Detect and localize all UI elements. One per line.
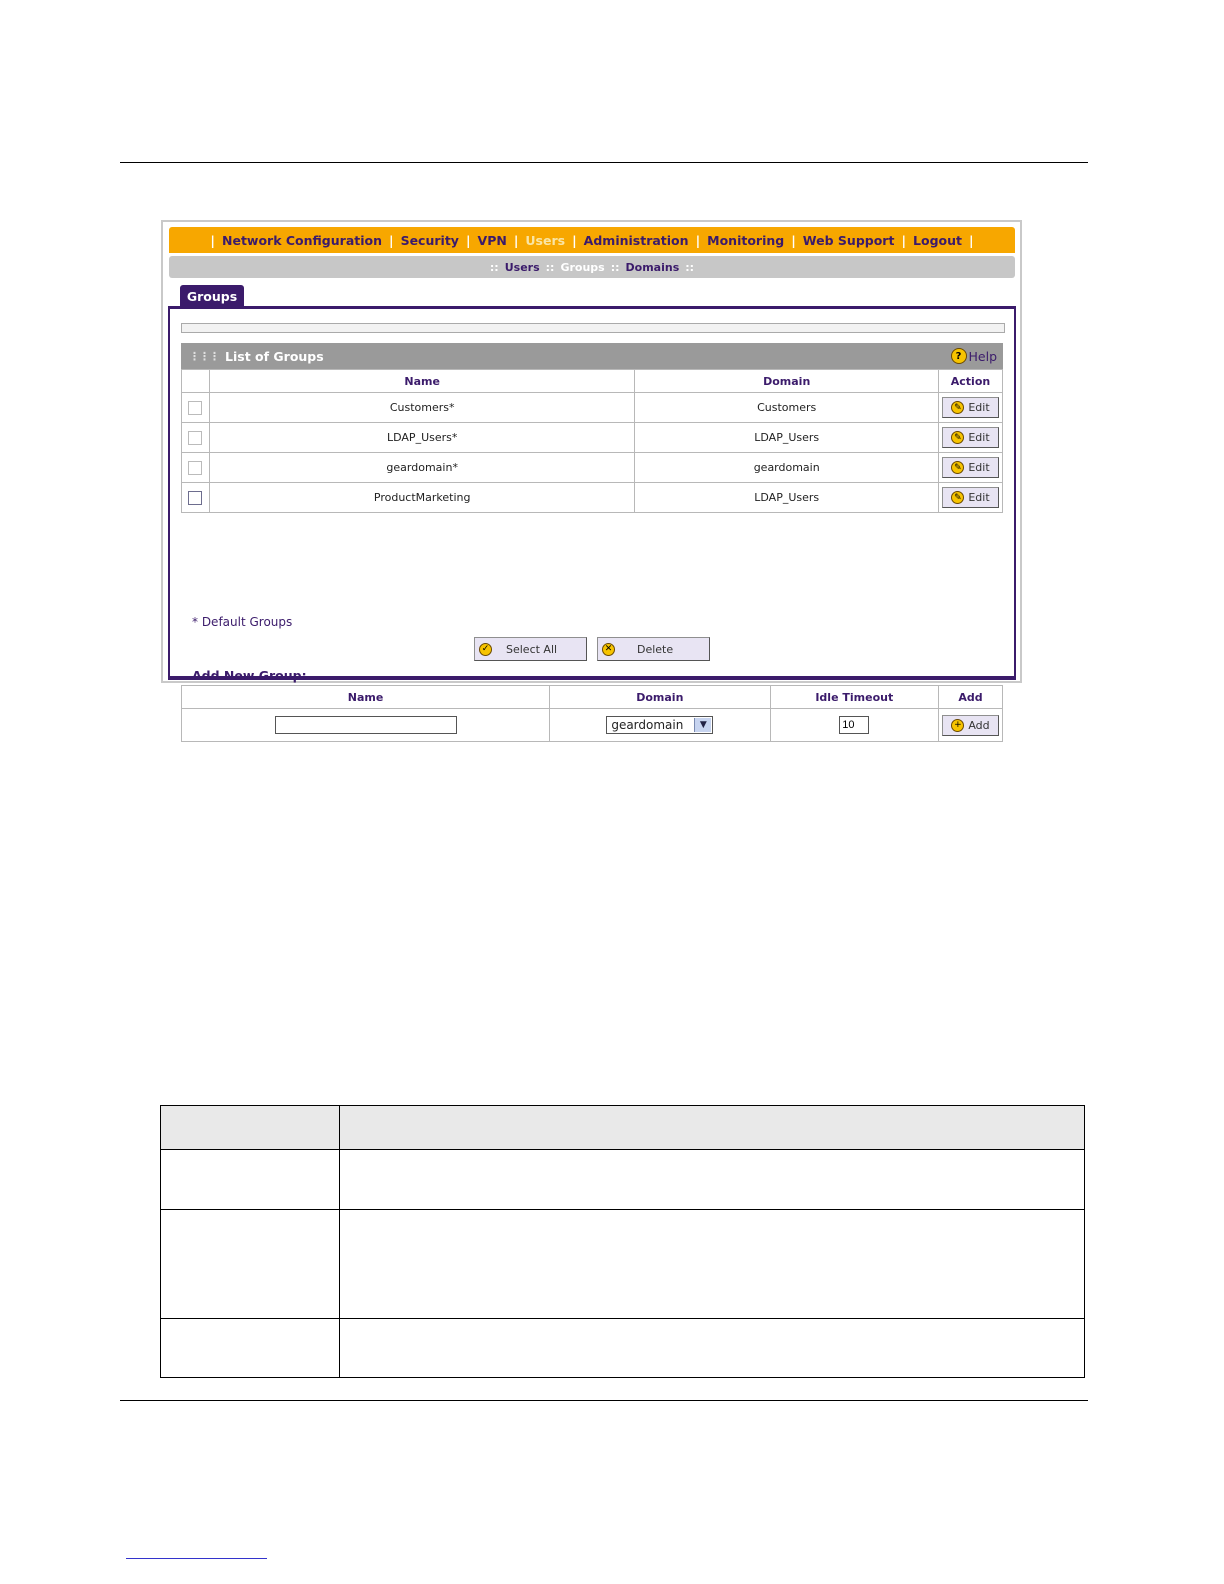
action-column-header: Action [939, 370, 1003, 393]
group-domain: Customers [635, 393, 939, 423]
help-label: Help [968, 348, 997, 364]
nav-web-support[interactable]: Web Support [802, 232, 895, 248]
name-column-header: Name [209, 370, 634, 393]
edit-label: Edit [968, 401, 990, 414]
top-rule [120, 162, 1088, 163]
nav-administration[interactable]: Administration [583, 232, 689, 248]
subnav-users[interactable]: Users [504, 260, 540, 274]
add-header-row [182, 686, 1003, 709]
chevron-down-icon[interactable]: ▼ [694, 718, 711, 732]
nav-logout[interactable]: Logout [913, 232, 962, 248]
table-row [182, 393, 1003, 423]
add-new-group-title: Add New Group: [192, 668, 307, 683]
grip-icon: ⋮⋮⋮ [189, 349, 219, 363]
row-checkbox[interactable] [188, 401, 202, 415]
delete-icon: ✕ [602, 643, 615, 656]
group-name: ProductMarketing [209, 483, 634, 513]
delete-button[interactable] [597, 637, 710, 661]
sub-nav: :: Users :: Groups :: Domains :: [169, 256, 1015, 278]
add-group-table [181, 685, 1003, 742]
select-all-label: Select All [506, 642, 558, 656]
section-title: List of Groups [225, 348, 324, 364]
edit-icon: ✎ [951, 491, 964, 504]
description-row [161, 1319, 1085, 1378]
group-name: Customers* [209, 393, 634, 423]
table-row [182, 423, 1003, 453]
group-name-input[interactable] [275, 716, 457, 734]
tab-groups[interactable]: Groups [180, 285, 244, 307]
delete-label: Delete [637, 642, 674, 656]
nav-security[interactable]: Security [400, 232, 459, 248]
nav-monitoring[interactable]: Monitoring [707, 232, 785, 248]
table-row [182, 453, 1003, 483]
subnav-groups[interactable]: Groups [560, 260, 605, 274]
edit-button[interactable] [942, 397, 999, 418]
group-domain: geardomain [635, 453, 939, 483]
default-groups-note: * Default Groups [192, 615, 293, 629]
group-domain: LDAP_Users [635, 483, 939, 513]
edit-icon: ✎ [951, 401, 964, 414]
table-row [182, 483, 1003, 513]
edit-label: Edit [968, 461, 990, 474]
plus-icon: + [951, 719, 964, 732]
row-checkbox[interactable] [188, 491, 202, 505]
status-bar [181, 323, 1005, 333]
nav-network-configuration[interactable]: Network Configuration [222, 232, 382, 248]
select-all-button[interactable] [474, 637, 587, 661]
top-nav: | Network Configuration | Security | VPN | Users | Administration | Monitoring | Web Support | Logout | [169, 227, 1015, 253]
groups-table [181, 369, 1003, 513]
description-row [161, 1210, 1085, 1319]
domain-column-header: Domain [635, 370, 939, 393]
idle-timeout-input[interactable] [839, 716, 869, 734]
nav-users[interactable]: Users [525, 232, 566, 248]
row-checkbox[interactable] [188, 431, 202, 445]
subnav-domains[interactable]: Domains [625, 260, 680, 274]
bottom-rule [120, 1400, 1088, 1401]
edit-button[interactable] [942, 427, 999, 448]
domain-select-value: geardomain [611, 718, 684, 732]
domain-select[interactable] [606, 716, 713, 734]
add-label: Add [968, 718, 990, 732]
help-icon: ? [951, 348, 967, 364]
add-input-row [182, 709, 1003, 742]
nav-vpn[interactable]: VPN [477, 232, 507, 248]
edit-button[interactable] [942, 487, 999, 508]
description-header-row [161, 1106, 1085, 1150]
table-header-row [182, 370, 1003, 393]
edit-icon: ✎ [951, 461, 964, 474]
group-name: geardomain* [209, 453, 634, 483]
add-name-header: Name [182, 686, 550, 709]
add-idle-header: Idle Timeout [770, 686, 938, 709]
check-icon: ✓ [479, 643, 492, 656]
select-column-header [182, 370, 210, 393]
edit-label: Edit [968, 491, 990, 504]
add-add-header: Add [939, 686, 1003, 709]
groups-panel [168, 306, 1016, 732]
help-link[interactable] [951, 348, 998, 364]
edit-label: Edit [968, 431, 990, 444]
add-domain-header: Domain [550, 686, 770, 709]
edit-button[interactable] [942, 457, 999, 478]
edit-icon: ✎ [951, 431, 964, 444]
group-domain: LDAP_Users [635, 423, 939, 453]
group-name: LDAP_Users* [209, 423, 634, 453]
list-of-groups-header [181, 343, 1003, 369]
description-row [161, 1150, 1085, 1210]
footer-link-underline [126, 1558, 267, 1559]
description-table [160, 1105, 1085, 1378]
row-checkbox[interactable] [188, 461, 202, 475]
screenshot-frame [161, 220, 1022, 732]
add-button[interactable] [942, 715, 999, 736]
